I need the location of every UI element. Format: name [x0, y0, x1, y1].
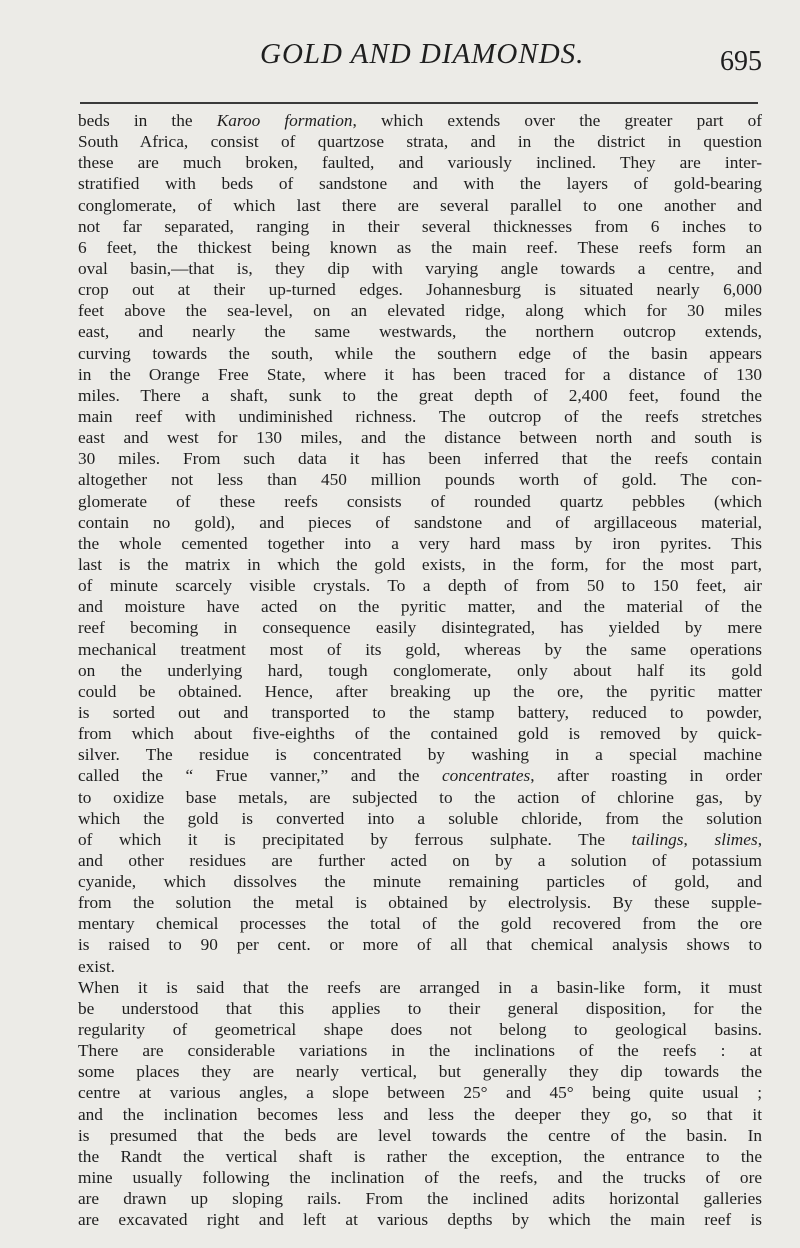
- text-run: exist.: [78, 956, 115, 976]
- text-line: [78, 533, 762, 554]
- text-run: , after roasting in order: [530, 766, 762, 786]
- text-run: There are considerable variations in the inclinations of the reefs : at: [78, 1041, 762, 1061]
- text-line: [78, 554, 762, 575]
- text-run: be understood that this applies to their general disposition, for the: [78, 998, 762, 1018]
- text-line: [78, 765, 762, 786]
- text-run: is sorted out and transported to the stamp battery, reduced to powder,: [78, 702, 762, 722]
- text-line: [78, 617, 762, 638]
- text-line: [78, 152, 762, 173]
- text-line: [78, 744, 762, 765]
- text-run: ,: [683, 829, 715, 849]
- text-run: When it is said that the reefs are arranged in a basin-like form, it must: [78, 977, 762, 997]
- italic-term: Karoo formation: [216, 111, 353, 130]
- text-line: [78, 1082, 762, 1103]
- text-line: [78, 406, 762, 427]
- text-line: [78, 1104, 762, 1125]
- text-run: crop out at their up-turned edges. Johannesburg is situated nearly 6,000: [78, 280, 762, 300]
- text-run: ,: [757, 829, 762, 849]
- text-line: [78, 195, 762, 216]
- text-run: could be obtained. Hence, after breaking up the ore, the pyritic matter: [78, 681, 762, 701]
- text-line: [78, 956, 762, 977]
- text-run: which the gold is converted into a soluble chloride, from the solution: [78, 808, 762, 828]
- italic-term: concentrates: [441, 766, 531, 786]
- text-line: [78, 829, 762, 850]
- text-line: [78, 364, 762, 385]
- text-line: [78, 448, 762, 469]
- text-run: main reef with undiminished richness. The outcrop of the reefs stretches: [78, 406, 762, 426]
- text-line: [78, 491, 762, 512]
- text-run: is presumed that the beds are level towards the centre of the basin. In: [78, 1125, 762, 1145]
- text-line: [78, 321, 762, 342]
- text-run: in the Orange Free State, where it has been traced for a distance of 130: [78, 364, 762, 384]
- text-run: mine usually following the inclination of the reefs, and the trucks of ore: [78, 1168, 762, 1188]
- text-run: on the underlying hard, tough conglomerate, only about half its gold: [78, 660, 762, 680]
- text-run: silver. The residue is concentrated by washing in a special machine: [78, 745, 762, 765]
- text-run: 30 miles. From such data it has been inferred that the reefs contain: [78, 449, 762, 469]
- text-run: and the inclination becomes less and less the deeper they go, so that it: [78, 1104, 762, 1124]
- text-run: east and west for 130 miles, and the distance between north and south is: [78, 428, 762, 448]
- text-line: [78, 1209, 762, 1230]
- text-line: [78, 702, 762, 723]
- text-line: [78, 216, 762, 237]
- text-run: 6 feet, the thickest being known as the main reef. These reefs form an: [78, 237, 762, 257]
- text-run: contain no gold), and pieces of sandstone and of argillaceous material,: [78, 512, 762, 532]
- text-run: these are much broken, faulted, and variously inclined. They are inter-: [78, 153, 762, 173]
- text-line: [78, 385, 762, 406]
- text-run: , which extends over the greater part of: [352, 111, 762, 130]
- text-line: [78, 596, 762, 617]
- page-number: 695: [720, 46, 762, 77]
- text-run: oval basin,—that is, they dip with varying angle towards a centre, and: [78, 258, 762, 278]
- text-run: centre at various angles, a slope between 25° and 45° being quite usual ;: [78, 1083, 762, 1103]
- text-run: not far separated, ranging in their several thicknesses from 6 inches to: [78, 216, 762, 236]
- text-run: some places they are nearly vertical, but generally they dip towards the: [78, 1062, 762, 1082]
- text-run: to oxidize base metals, are subjected to the action of chlorine gas, by: [78, 787, 762, 807]
- text-line: [78, 1188, 762, 1209]
- text-line: [78, 237, 762, 258]
- text-line: [78, 681, 762, 702]
- text-line: [78, 1146, 762, 1167]
- text-line: [78, 934, 762, 955]
- text-run: reef becoming in consequence easily disintegrated, has yielded by mere: [78, 618, 762, 638]
- text-line: [78, 1061, 762, 1082]
- text-run: and moisture have acted on the pyritic matter, and the material of the: [78, 597, 762, 617]
- text-line: [78, 787, 762, 808]
- text-run: east, and nearly the same westwards, the northern outcrop extends,: [78, 322, 762, 342]
- text-line: [78, 1167, 762, 1188]
- text-line: [78, 279, 762, 300]
- text-run: miles. There a shaft, sunk to the great depth of 2,400 feet, found the: [78, 385, 762, 405]
- italic-term: slimes: [714, 829, 758, 849]
- text-line: [78, 977, 762, 998]
- text-run: and other residues are further acted on by a solution of potassium: [78, 850, 762, 870]
- text-run: regularity of geometrical shape does not belong to geological basins.: [78, 1020, 762, 1040]
- text-run: feet above the sea-level, on an elevated ridge, along which for 30 miles: [78, 301, 762, 321]
- text-line: [78, 575, 762, 596]
- body-text: [78, 110, 762, 1230]
- text-line: [78, 871, 762, 892]
- text-run: are excavated right and left at various depths by which the main reef is: [78, 1210, 762, 1230]
- text-run: of which it is precipitated by ferrous sulphate. The: [78, 829, 632, 849]
- header-rule: [80, 102, 758, 104]
- text-run: called the “ Frue vanner,” and the: [78, 766, 442, 786]
- text-line: [78, 850, 762, 871]
- text-run: conglomerate, of which last there are several parallel to one another and: [78, 195, 762, 215]
- text-line: [78, 300, 762, 321]
- text-line: [78, 427, 762, 448]
- page-header: [78, 38, 762, 100]
- text-line: [78, 998, 762, 1019]
- text-line: [78, 110, 762, 131]
- text-line: [78, 639, 762, 660]
- text-line: [78, 913, 762, 934]
- text-line: [78, 343, 762, 364]
- text-run: the whole cemented together into a very hard mass by iron pyrites. This: [78, 533, 762, 553]
- text-line: [78, 1019, 762, 1040]
- text-run: is raised to 90 per cent. or more of all that chemical analysis shows to: [78, 935, 762, 955]
- text-run: last is the matrix in which the gold exists, in the form, for the most part,: [78, 554, 762, 574]
- text-run: from which about five-eighths of the contained gold is removed by quick-: [78, 724, 762, 744]
- text-line: [78, 1040, 762, 1061]
- text-line: [78, 173, 762, 194]
- text-run: curving towards the south, while the southern edge of the basin appears: [78, 343, 762, 363]
- text-run: mentary chemical processes the total of the gold recovered from the ore: [78, 914, 762, 934]
- text-run: from the solution the metal is obtained by electrolysis. By these supple-: [78, 893, 762, 913]
- text-run: are drawn up sloping rails. From the inclined adits horizontal galleries: [78, 1189, 762, 1209]
- text-line: [78, 131, 762, 152]
- text-run: cyanide, which dissolves the minute remaining particles of gold, and: [78, 872, 762, 892]
- text-run: beds in the: [78, 111, 217, 130]
- running-title: GOLD AND DIAMONDS.: [260, 38, 585, 70]
- text-run: stratified with beds of sandstone and with the layers of gold-bearing: [78, 174, 762, 194]
- text-line: [78, 723, 762, 744]
- text-line: [78, 1125, 762, 1146]
- italic-term: tailings: [631, 829, 684, 849]
- text-run: South Africa, consist of quartzose strata, and in the district in question: [78, 132, 762, 152]
- text-line: [78, 892, 762, 913]
- text-run: glomerate of these reefs consists of rounded quartz pebbles (which: [78, 491, 762, 511]
- text-run: mechanical treatment most of its gold, whereas by the same operations: [78, 639, 762, 659]
- text-line: [78, 512, 762, 533]
- text-line: [78, 469, 762, 490]
- text-line: [78, 808, 762, 829]
- text-run: of minute scarcely visible crystals. To a depth of from 50 to 150 feet, air: [78, 576, 762, 596]
- text-run: the Randt the vertical shaft is rather the exception, the entrance to the: [78, 1146, 762, 1166]
- text-run: altogether not less than 450 million pounds worth of gold. The con-: [78, 470, 762, 490]
- text-line: [78, 258, 762, 279]
- text-line: [78, 660, 762, 681]
